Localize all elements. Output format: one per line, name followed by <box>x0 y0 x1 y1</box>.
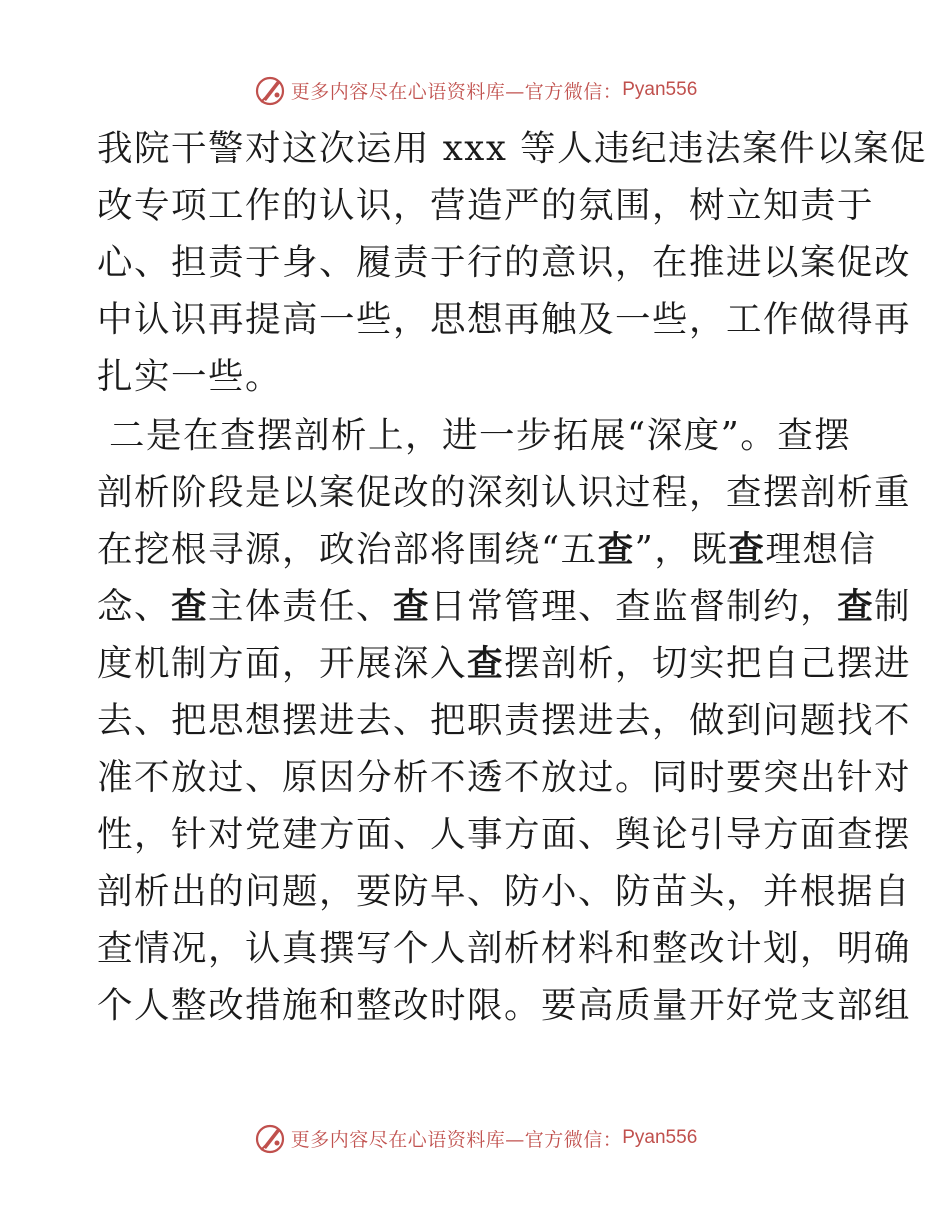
text-line: 查情况，认真撰写个人剖析材料和整改计划，明确 <box>97 928 912 969</box>
text-line: 二是在查摆剖析上，进一步拓展“深度”。查摆 <box>109 415 852 456</box>
quill-logo-icon <box>253 73 287 107</box>
text-run: 日常管理、查监督制约， <box>430 586 838 627</box>
text-line: 心、担责于身、履责于行的意识，在推进以案促改 <box>97 242 912 283</box>
document-body <box>97 120 928 1034</box>
text-run: ”，既 <box>634 529 729 570</box>
footer-banner <box>0 1118 950 1158</box>
paragraph-2 <box>97 407 912 1034</box>
text-line: 个人整改措施和整改时限。要高质量开好党支部组 <box>97 985 912 1026</box>
text-line: 剖析出的问题，要防早、防小、防苗头，并根据自 <box>97 871 912 912</box>
text-run: 念、 <box>97 586 172 627</box>
header-contact: Pyan556 <box>622 79 698 100</box>
text-run: 理想信 <box>765 529 877 570</box>
emphasis-char: 查 <box>393 586 431 627</box>
quill-logo-icon <box>253 1121 287 1155</box>
text-line: 剖析阶段是以案促改的深刻认识过程，查摆剖析重 <box>97 472 912 513</box>
paragraph-1 <box>97 120 928 405</box>
emphasis-char: 查 <box>171 586 209 627</box>
text-line: 性，针对党建方面、人事方面、舆论引导方面查摆 <box>97 814 912 855</box>
emphasis-char: 查 <box>597 529 635 570</box>
text-line: 去、把思想摆进去、把职责摆进去，做到问题找不 <box>97 700 912 741</box>
text-line <box>97 578 912 635</box>
text-run: 度机制方面，开展深入 <box>97 643 468 684</box>
text-line: 改专项工作的认识，营造严的氛围，树立知责于 <box>97 185 875 226</box>
text-line: 我院干警对这次运用 xxx 等人违纪违法案件以案促 <box>97 128 928 169</box>
text-line: 扎实一些。 <box>97 356 283 397</box>
emphasis-char: 查 <box>728 529 766 570</box>
text-run: 在挖根寻源，政治部将围绕“五 <box>97 529 598 570</box>
text-line: 中认识再提高一些，思想再触及一些，工作做得再 <box>97 299 912 340</box>
header-text: 更多内容尽在心语资料库—官方微信： <box>290 80 623 103</box>
footer-contact: Pyan556 <box>622 1127 698 1148</box>
footer-text: 更多内容尽在心语资料库—官方微信： <box>290 1128 623 1151</box>
text-line <box>97 635 912 692</box>
emphasis-char: 查 <box>837 586 875 627</box>
emphasis-char: 查 <box>467 643 505 684</box>
header-banner <box>0 70 950 110</box>
text-line <box>97 521 877 578</box>
text-line: 准不放过、原因分析不透不放过。同时要突出针对 <box>97 757 912 798</box>
text-run: 制 <box>874 586 912 627</box>
text-run: 摆剖析，切实把自己摆进 <box>504 643 912 684</box>
text-run: 主体责任、 <box>208 586 394 627</box>
